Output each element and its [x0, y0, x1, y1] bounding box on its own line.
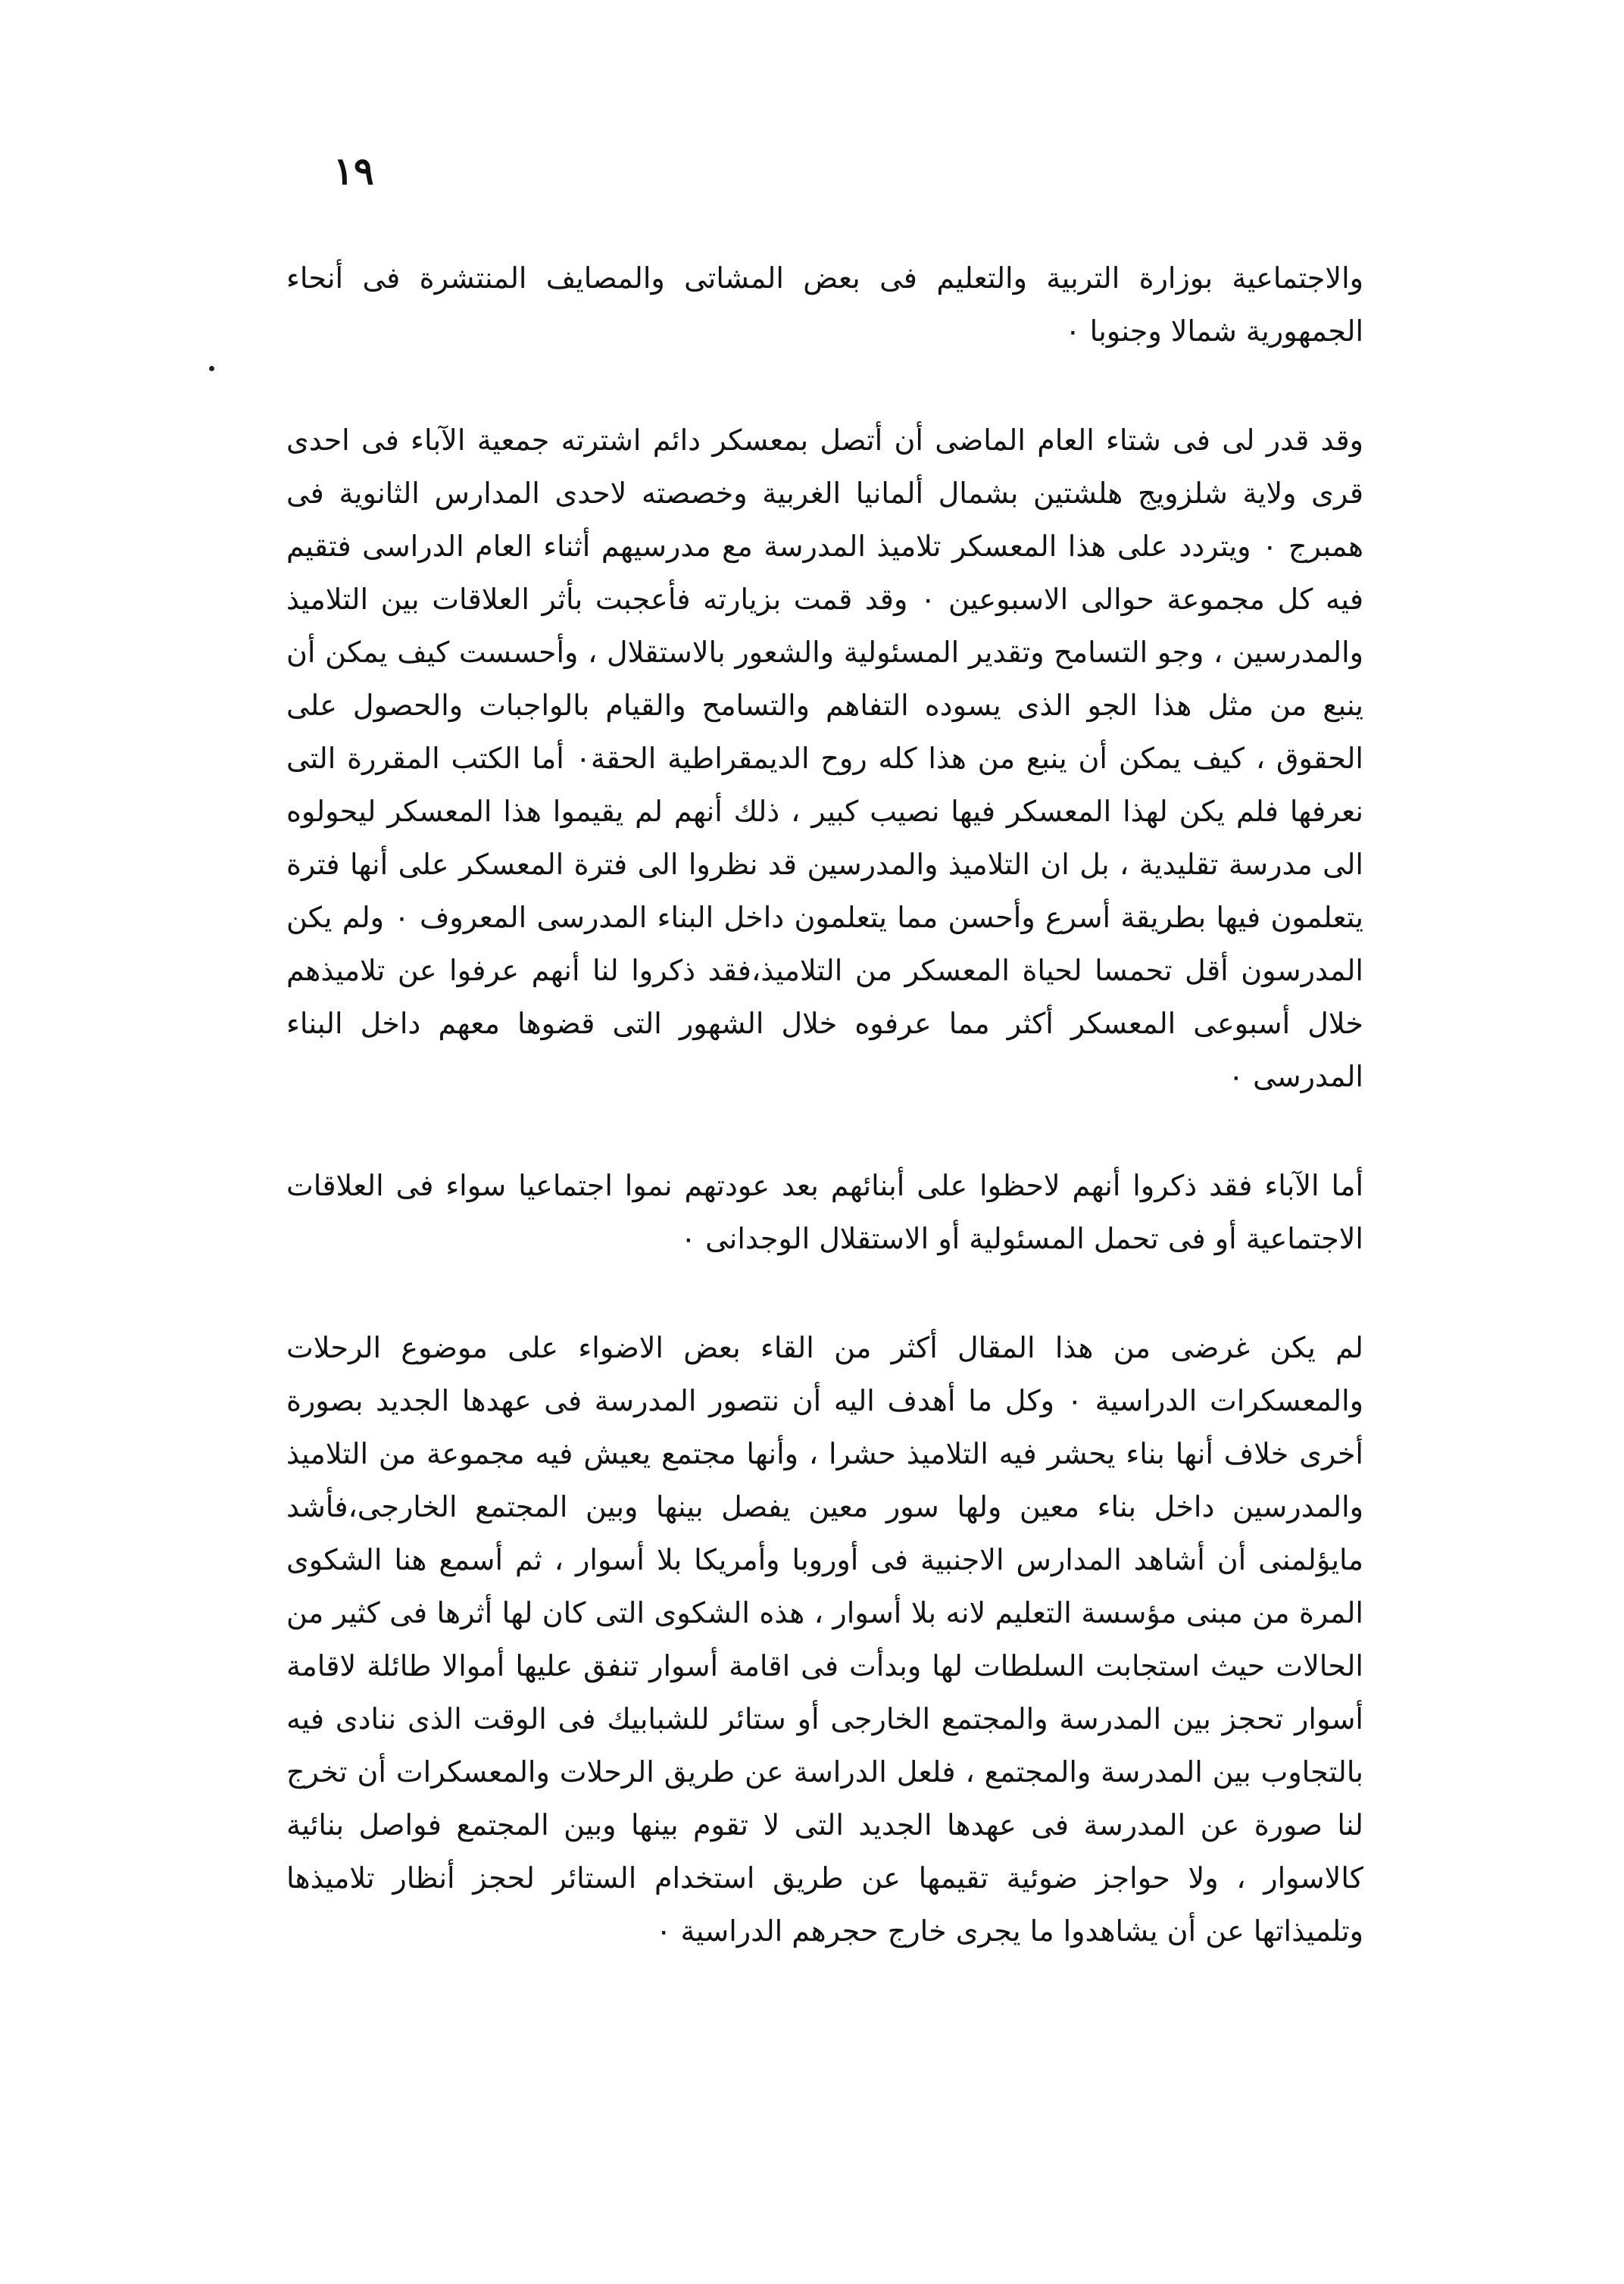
- paragraph-1: والاجتماعية بوزارة التربية والتعليم فى بعض المشاتى والمصايف المنتشرة فى أنحاء الجمهورية شمالا وجنوبا ٠: [286, 261, 1363, 348]
- page-number: ١٩: [333, 148, 374, 193]
- paragraph-3: أما الآباء فقد ذكروا أنهم لاحظوا على أبنائهم بعد عودتهم نموا اجتماعيا سواء فى العلاقات الاجتماعية أو فى تحمل المسئولية أو الاستقلال الوجدانى ٠: [286, 1169, 1363, 1255]
- scan-mark: [209, 366, 214, 371]
- paragraph-4: لم يكن غرضى من هذا المقال أكثر من القاء بعض الاضواء على موضوع الرحلات والمعسكرات الدراسية ٠ وكل ما أهدف اليه أن نتصور المدرسة فى عهدها الجديد بصورة أخرى خلاف أنها بناء يحشر فيه التلاميذ حشرا ، وأنها مجتمع يعيش فيه مجموعة من التلاميذ والمدرسين داخل بناء معين ولها سور معين يفصل بينها وبين المجتمع الخارجى،فأشد مايؤلمنى أن أشاهد المدارس الاجنبية فى أوروبا وأمريكا بلا أسوار ، ثم أسمع هنا الشكوى المرة من مبنى مؤسسة التعليم لانه بلا أسوار ، هذه الشكوى التى كان لها أثرها فى كثير من الحالات حيث استجابت السلطات لها وبدأت فى اقامة أسوار تنفق عليها أموالا طائلة لاقامة أسوار تحجز بين المدرسة والمجتمع الخارجى أو ستائر للشبابيك فى الوقت الذى ننادى فيه بالتجاوب بين المدرسة والمجتمع ، فلعل الدراسة عن طريق الرحلات والمعسكرات أن تخرج لنا صورة عن المدرسة فى عهدها الجديد التى لا تقوم بينها وبين المجتمع فواصل بنائية كالاسوار ، ولا حواجز ضوئية تقيمها عن طريق استخدام الستائر لحجز أنظار تلاميذها وتلميذاتها عن أن يشاهدوا ما يجرى خارج حجرهم الدراسية ٠: [286, 1331, 1363, 1948]
- body-text: [286, 252, 1363, 1957]
- paragraph-gap: [286, 358, 1363, 414]
- paragraph-gap: [286, 1103, 1363, 1159]
- paragraph-gap: [286, 1265, 1363, 1321]
- paragraph-2: وقد قدر لى فى شتاء العام الماضى أن أتصل بمعسكر دائم اشترته جمعية الآباء فى احدى قرى ولاية شلزويج هلشتين بشمال ألمانيا الغربية وخصصته لاحدى المدارس الثانوية فى همبرج ٠ ويتردد على هذا المعسكر تلاميذ المدرسة مع مدرسيهم أثناء العام الدراسى فتقيم فيه كل مجموعة حوالى الاسبوعين ٠ وقد قمت بزيارته فأعجبت بأثر العلاقات بين التلاميذ والمدرسين ، وجو التسامح وتقدير المسئولية والشعور بالاستقلال ، وأحسست كيف يمكن أن ينبع من مثل هذا الجو الذى يسوده التفاهم والتسامح والقيام بالواجبات والحصول على الحقوق ، كيف يمكن أن ينبع من هذا كله روح الديمقراطية الحقة٠ أما الكتب المقررة التى نعرفها فلم يكن لهذا المعسكر فيها نصيب كبير ، ذلك أنهم لم يقيموا هذا المعسكر ليحولوه الى مدرسة تقليدية ، بل ان التلاميذ والمدرسين قد نظروا الى فترة المعسكر على أنها فترة يتعلمون فيها بطريقة أسرع وأحسن مما يتعلمون داخل البناء المدرسى المعروف ٠ ولم يكن المدرسون أقل تحمسا لحياة المعسكر من التلاميذ،فقد ذكروا لنا أنهم عرفوا عن تلاميذهم خلال أسبوعى المعسكر أكثر مما عرفوه خلال الشهور التى قضوها معهم داخل البناء المدرسى ٠: [286, 423, 1364, 1093]
